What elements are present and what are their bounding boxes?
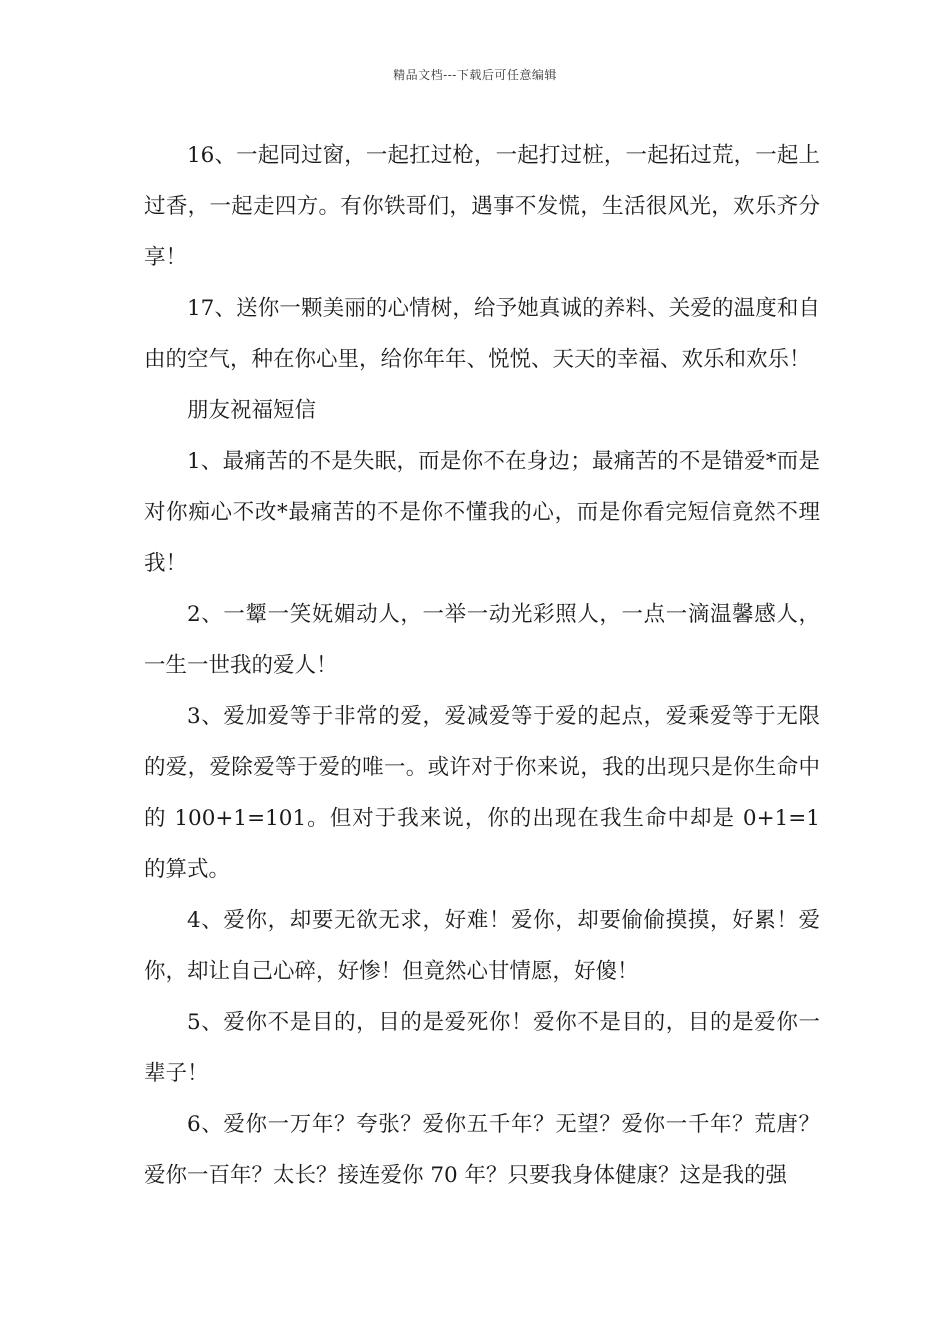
paragraph-4: 4、爱你，却要无欲无求，好难！爱你，却要偷偷摸摸，好累！爱你，却让自己心碎，好惨！但竟然心甘情愿，好傻！ bbox=[144, 908, 820, 984]
paragraph-17: 17、送你一颗美丽的心情树，给予她真诚的养料、关爱的温度和自由的空气，种在你心里，给你年年、悦悦、天天的幸福、欢乐和欢乐！ bbox=[144, 296, 820, 372]
section-heading: 朋友祝福短信 bbox=[187, 398, 317, 423]
paragraph-3: 3、爱加爱等于非常的爱，爱减爱等于爱的起点，爱乘爱等于无限的爱，爱除爱等于爱的唯一。或许对于你来说，我的出现只是你生命中的 100+1=101。但对于我来说，你的出现在我生命中却是 0+1=1 的算式。 bbox=[144, 704, 820, 882]
document-header: 精品文档---下载后可任意编辑 bbox=[393, 68, 557, 82]
paragraph-2: 2、一颦一笑妩媚动人，一举一动光彩照人，一点一滴温馨感人，一生一世我的爱人！ bbox=[144, 602, 820, 678]
paragraph-6: 6、爱你一万年？夸张？爱你五千年？无望？爱你一千年？荒唐？爱你一百年？太长？接连爱你 70 年？只要我身体健康？这是我的强 bbox=[144, 1112, 820, 1188]
document-body bbox=[144, 130, 820, 1201]
paragraph-1: 1、最痛苦的不是失眠，而是你不在身边；最痛苦的不是错爱*而是对你痴心不改*最痛苦的不是你不懂我的心，而是你看完短信竟然不理我！ bbox=[144, 449, 820, 576]
paragraph-5: 5、爱你不是目的，目的是爱死你！爱你不是目的，目的是爱你一辈子！ bbox=[144, 1010, 820, 1086]
paragraph-16: 16、一起同过窗，一起扛过枪，一起打过桩，一起拓过荒，一起上过香，一起走四方。有你铁哥们，遇事不发慌，生活很风光，欢乐齐分享！ bbox=[144, 143, 820, 270]
